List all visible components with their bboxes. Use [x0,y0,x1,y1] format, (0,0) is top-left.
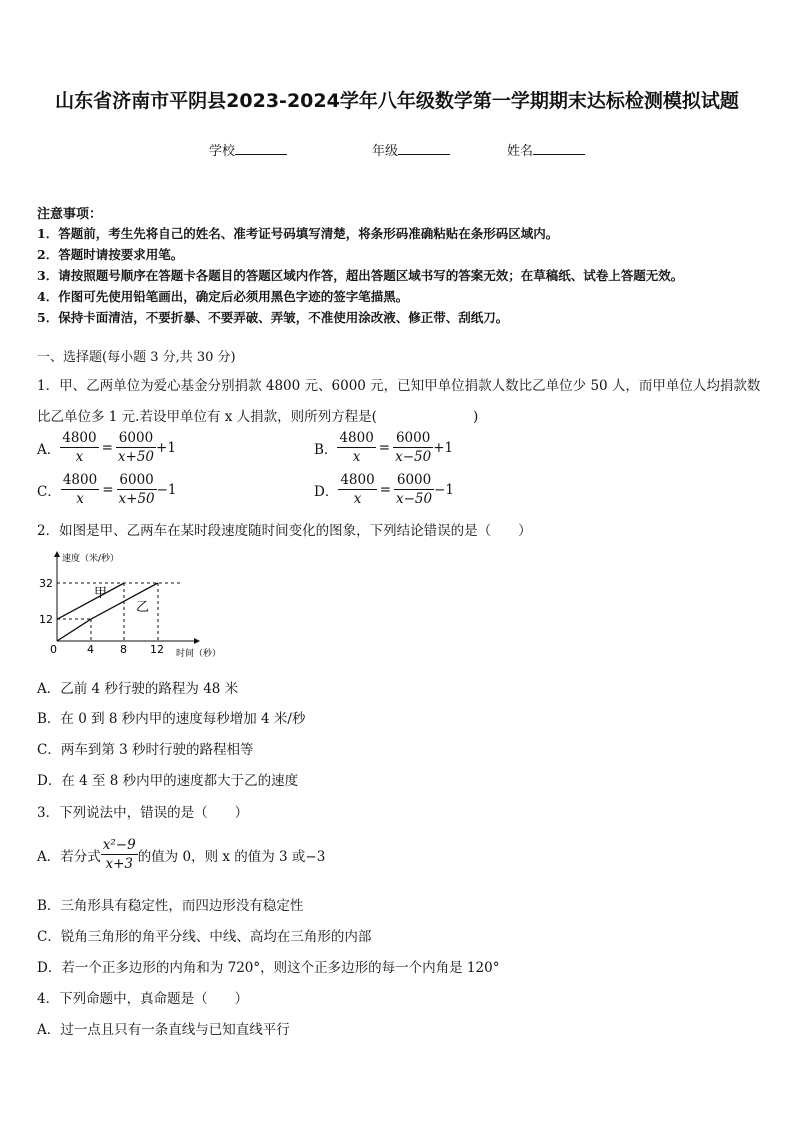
speed-time-graph [30,545,250,663]
note-item: 5．保持卡面清洁，不要折暴、不要弄破、弄皱，不准使用涂改液、修正带、刮纸刀。 [37,310,509,325]
q2-stem: 2．如图是甲、乙两车在某时段速度随时间变化的图象，下列结论错误的是（ ） [37,523,532,539]
fraction: $\frac{4800}{x}$ [339,430,374,465]
series-jia-label: 甲 [94,586,108,601]
series-yi-label: 乙 [136,600,150,615]
school-blank [235,142,287,155]
y-axis-label: 速度（米/秒） [62,554,120,564]
series-jia-line [57,583,124,619]
grade-blank [398,142,450,155]
q3-stem: 3．下列说法中，错误的是（ ） [37,805,249,821]
name-label: 姓名 [507,144,534,159]
fraction: $\frac{6000}{x+50}$ [118,472,155,507]
section-heading: 一、选择题(每小题 3 分,共 30 分) [37,350,236,365]
q3-option-c: C．锐角三角形的角平分线、中线、高均在三角形的内部 [37,929,372,945]
q1-option-b: B． $\frac{4800}{x}$ = $\frac{6000}{x-50}$ +1 [314,430,454,465]
page-title: 山东省济南市平阴县2023-2024学年八年级数学第一学期期末达标检测模拟试题 [55,90,739,112]
grade-field [372,140,450,159]
q4-option-a: A．过一点且只有一条直线与已知直线平行 [37,1022,290,1038]
x-axis-label: 时间（秒） [176,649,222,659]
fraction: $\frac{4800}{x}$ [62,430,97,465]
grade-label: 年级 [372,144,399,159]
notes-title: 注意事项： [37,207,103,222]
name-blank [533,142,585,155]
x-tick-label: 0 [50,643,57,656]
fraction: $\frac{6000}{x-50}$ [396,472,433,507]
q3-option-b: B．三角形具有稳定性，而四边形没有稳定性 [37,898,304,914]
y-tick-label: 32 [39,577,53,590]
school-label: 学校 [209,144,236,159]
fraction: $\frac{6000}{x+50}$ [117,430,155,465]
y-axis-arrow-icon [54,551,60,557]
q3-option-a: A．若分式 $\frac{\text{x²−9}}{x+3}$ 的值为 0，则 x 的值为 3 或−3 [37,837,326,872]
q1-stem-line1: 1．甲、乙两单位为爱心基金分别捐款 4800 元、6000 元，已知甲单位捐款人数比乙单位少 50 人，而甲单位人均捐款数 [37,378,761,394]
q1-stem-line2: 比乙单位多 1 元.若设甲单位有 x 人捐款，则所列方程是( ) [37,409,479,425]
q3-option-d: D．若一个正多边形的内角和为 720°，则这个正多边形的每一个内角是 120° [37,960,500,976]
note-item: 3．请按照题号顺序在答题卡各题目的答题区域内作答，超出答题区域书写的答案无效；在草稿纸、试卷上答题无效。 [37,268,684,283]
q2-option-b: B．在 0 到 8 秒内甲的速度每秒增加 4 米/秒 [37,711,306,727]
q2-option-d: D．在 4 至 8 秒内甲的速度都大于乙的速度 [37,773,299,789]
x-tick-label: 4 [87,643,94,656]
q2-option-c: C．两车到第 3 秒时行驶的路程相等 [37,742,254,758]
x-tick-label: 12 [150,643,164,656]
fraction: $\frac{\text{x²−9}}{x+3}$ [102,837,136,872]
school-field [209,140,287,159]
q1-option-a: A． $\frac{4800}{x}$ = $\frac{6000}{x+50}$ +1 [37,430,176,465]
fraction: $\frac{4800}{x}$ [62,472,98,507]
x-tick-label: 8 [120,643,127,656]
q1-option-c: C． $\frac{4800}{x}$ = $\frac{6000}{x+50}$ −1 [37,472,177,507]
y-tick-label: 12 [39,613,53,626]
x-axis-arrow-icon [194,638,200,644]
q2-option-a: A．乙前 4 秒行驶的路程为 48 米 [37,681,239,697]
q4-stem: 4．下列命题中，真命题是（ ） [37,991,249,1007]
fraction: $\frac{4800}{x}$ [340,472,375,507]
fraction: $\frac{6000}{x-50}$ [395,430,432,465]
name-field [507,140,585,159]
note-item: 2．答题时请按要求用笔。 [37,247,184,262]
note-item: 1．答题前，考生先将自己的姓名、准考证号码填写清楚，将条形码准确粘贴在条形码区域内。 [37,226,559,241]
note-item: 4．作图可先使用铅笔画出，确定后必须用黑色字迹的签字笔描黑。 [37,289,409,304]
q1-option-d: D． $\frac{4800}{x}$ = $\frac{6000}{x-50}$ −1 [314,472,455,507]
